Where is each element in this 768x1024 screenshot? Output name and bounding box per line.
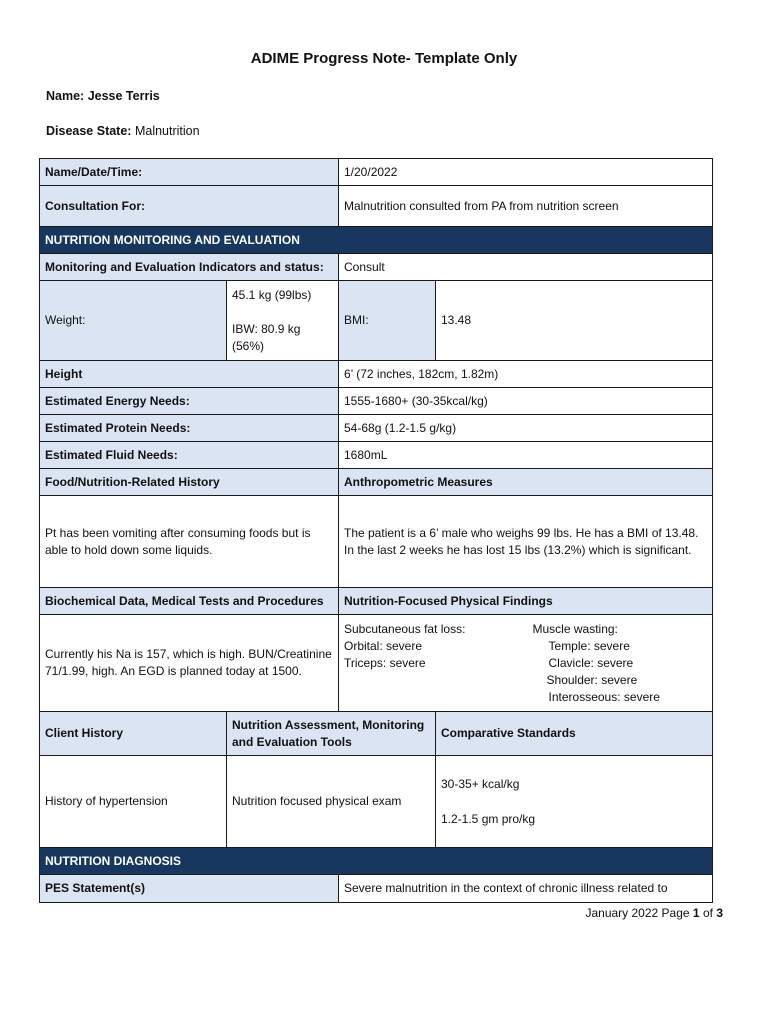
clavicle-finding: Clavicle: severe [548,655,634,670]
interosseous-finding: Interosseous: severe [548,689,660,704]
fat-loss-column [344,621,519,706]
disease-state [46,124,200,138]
protein-needs-label: Estimated Protein Needs: [40,415,339,442]
weight-label: Weight: [40,281,227,361]
muscle-wasting-label: Muscle wasting: [532,621,618,636]
anthropometric-header: Anthropometric Measures [339,469,713,496]
shoulder-finding: Shoulder: severe [546,672,638,687]
section-monitoring-evaluation: NUTRITION MONITORING AND EVALUATION [40,227,713,254]
client-history-header: Client History [40,712,227,756]
name-date-time-label: Name/Date/Time: [40,159,339,186]
weight-ibw: IBW: 80.9 kg (56%) [232,321,301,353]
food-history-text: Pt has been vomiting after consuming foods but is able to hold down some liquids. [40,496,339,588]
indicators-label: Monitoring and Evaluation Indicators and status: [40,254,339,281]
disease-state-label: Disease State: [46,124,132,138]
orbital-finding: Orbital: severe [344,638,423,653]
physical-findings [339,615,713,712]
disease-state-value: Malnutrition [134,124,200,138]
anthropometric-text: The patient is a 6’ male who weighs 99 lbs. He has a BMI of 13.48. In the last 2 weeks he has lost 15 lbs (13.2%) which is significant. [339,496,713,588]
section-nutrition-diagnosis: NUTRITION DIAGNOSIS [40,848,713,875]
document-title: ADIME Progress Note- Template Only [250,50,518,67]
comparative-standards-text [436,756,713,848]
weight-actual: 45.1 kg (99lbs) [232,287,312,302]
biochemical-text: Currently his Na is 157, which is high. BUN/Creatinine 71/1.99, high. An EGD is planned today at 1500. [40,615,339,712]
consultation-label: Consultation For: [40,186,339,227]
patient-name-value: Jesse Terris [87,89,160,103]
name-date-time-value: 1/20/2022 [339,159,713,186]
footer-page-number: 1 [692,906,700,920]
bmi-value: 13.48 [436,281,713,361]
indicators-value: Consult [339,254,713,281]
energy-needs-label: Estimated Energy Needs: [40,388,339,415]
footer-date: January 2022 Page [585,906,690,920]
comparative-standards-header: Comparative Standards [436,712,713,756]
footer-page-total: 3 [716,906,723,920]
fat-loss-label: Subcutaneous fat loss: [344,621,466,636]
assessment-tools-header: Nutrition Assessment, Monitoring and Evaluation Tools [227,712,436,756]
standards-protein: 1.2-1.5 gm pro/kg [441,811,536,826]
food-history-header: Food/Nutrition-Related History [40,469,339,496]
patient-name-label: Name: [46,89,85,103]
height-value: 6’ (72 inches, 182cm, 1.82m) [339,361,713,388]
adime-table [39,158,713,903]
bmi-label: BMI: [339,281,436,361]
protein-needs-value: 54-68g (1.2-1.5 g/kg) [339,415,713,442]
pes-label: PES Statement(s) [40,875,339,903]
fluid-needs-label: Estimated Fluid Needs: [40,442,339,469]
muscle-wasting-column [519,621,708,706]
assessment-tools-text: Nutrition focused physical exam [227,756,436,848]
triceps-finding: Triceps: severe [344,655,426,670]
pes-value: Severe malnutrition in the context of chronic illness related to [339,875,713,903]
biochemical-header: Biochemical Data, Medical Tests and Procedures [40,588,339,615]
weight-value [227,281,339,361]
temple-finding: Temple: severe [548,638,630,653]
physical-findings-header: Nutrition-Focused Physical Findings [339,588,713,615]
height-label: Height [40,361,339,388]
client-history-text: History of hypertension [40,756,227,848]
footer-of: of [702,906,713,920]
page-footer [585,906,723,920]
energy-needs-value: 1555-1680+ (30-35kcal/kg) [339,388,713,415]
fluid-needs-value: 1680mL [339,442,713,469]
standards-energy: 30-35+ kcal/kg [441,776,520,791]
consultation-value: Malnutrition consulted from PA from nutrition screen [339,186,713,227]
patient-name [46,89,160,103]
